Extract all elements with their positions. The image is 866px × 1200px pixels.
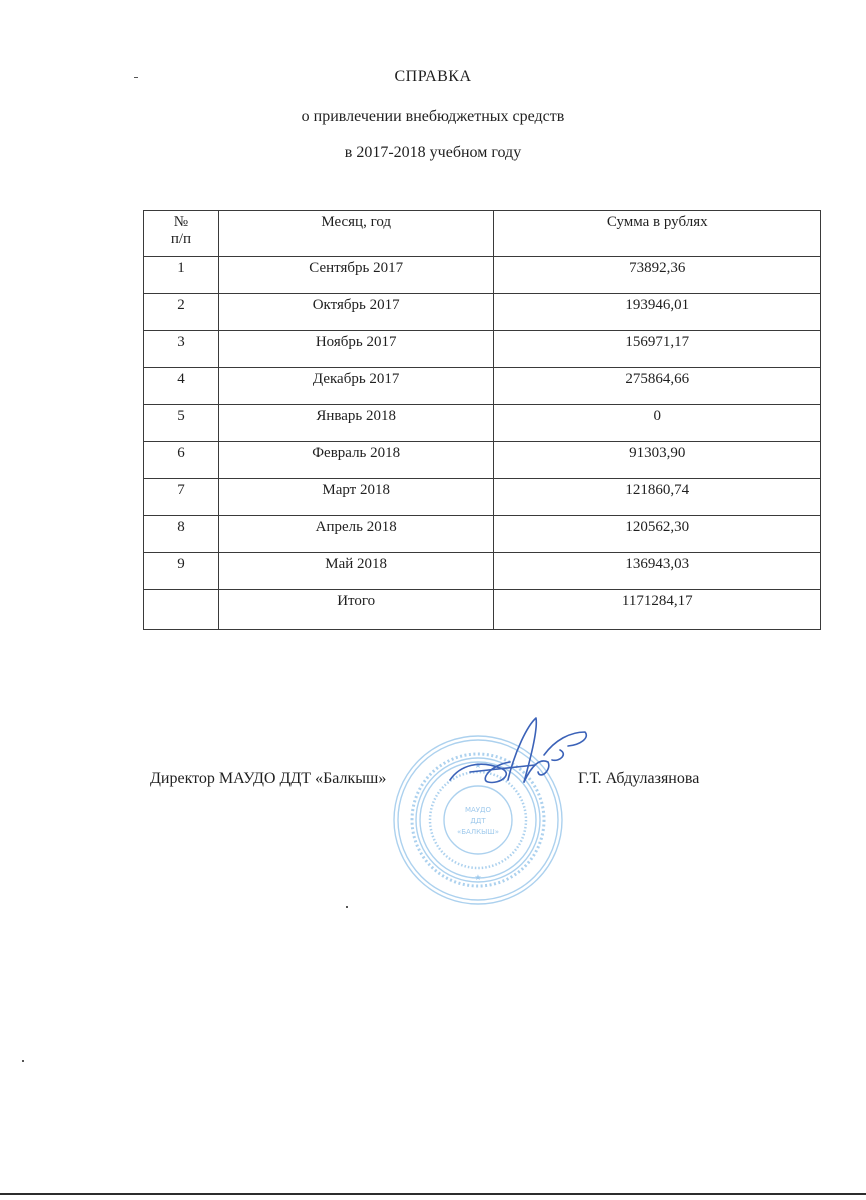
seal-text-line: ДДТ — [470, 817, 486, 825]
table-row — [144, 405, 821, 442]
row-num: 8 — [144, 516, 219, 553]
total-num — [144, 590, 219, 630]
scan-speck — [134, 77, 138, 78]
table-row — [144, 516, 821, 553]
row-month: Сентябрь 2017 — [218, 257, 494, 294]
row-month: Май 2018 — [218, 553, 494, 590]
signatory-name: Г.Т. Абдулазянова — [578, 770, 700, 787]
row-sum: 136943,03 — [494, 553, 821, 590]
scan-speck — [22, 1060, 24, 1062]
row-month: Октябрь 2017 — [218, 294, 494, 331]
funds-table — [143, 210, 821, 630]
document-title: СПРАВКА — [394, 68, 472, 85]
row-sum: 156971,17 — [494, 331, 821, 368]
row-month: Апрель 2018 — [218, 516, 494, 553]
row-sum: 73892,36 — [494, 257, 821, 294]
row-num: 3 — [144, 331, 219, 368]
scan-edge-line — [0, 1193, 866, 1195]
table-row — [144, 294, 821, 331]
row-sum: 91303,90 — [494, 442, 821, 479]
table-header-row — [144, 211, 821, 257]
table-row — [144, 553, 821, 590]
row-num: 9 — [144, 553, 219, 590]
table-row — [144, 257, 821, 294]
row-sum: 193946,01 — [494, 294, 821, 331]
row-sum: 0 — [494, 405, 821, 442]
row-sum: 275864,66 — [494, 368, 821, 405]
row-num: 6 — [144, 442, 219, 479]
document-period: в 2017-2018 учебном году — [344, 144, 522, 161]
seal-text-line: МАУДО — [464, 806, 492, 814]
table-row — [144, 479, 821, 516]
row-num: 7 — [144, 479, 219, 516]
table-row — [144, 331, 821, 368]
seal-text-line: «БАЛКЫШ» — [456, 828, 500, 836]
row-num: 4 — [144, 368, 219, 405]
svg-text:★: ★ — [474, 761, 482, 770]
row-sum: 120562,30 — [494, 516, 821, 553]
handwritten-signature — [440, 710, 620, 810]
table-row — [144, 442, 821, 479]
row-num: 1 — [144, 257, 219, 294]
signatory-position: Директор МАУДО ДДТ «Балкыш» — [150, 770, 387, 787]
table-row — [144, 368, 821, 405]
svg-text:★: ★ — [474, 873, 482, 882]
table-total-row — [144, 590, 821, 630]
row-month: Декабрь 2017 — [218, 368, 494, 405]
total-sum: 1171284,17 — [494, 590, 821, 630]
row-month: Февраль 2018 — [218, 442, 494, 479]
header-sum: Сумма в рублях — [494, 211, 821, 257]
header-num: № п/п — [144, 211, 219, 257]
row-month: Ноябрь 2017 — [218, 331, 494, 368]
row-sum: 121860,74 — [494, 479, 821, 516]
scan-speck — [346, 906, 348, 908]
row-num: 2 — [144, 294, 219, 331]
header-month: Месяц, год — [218, 211, 494, 257]
total-label: Итого — [218, 590, 494, 630]
row-num: 5 — [144, 405, 219, 442]
row-month: Январь 2018 — [218, 405, 494, 442]
row-month: Март 2018 — [218, 479, 494, 516]
document-subtitle: о привлечении внебюджетных средств — [301, 108, 565, 125]
